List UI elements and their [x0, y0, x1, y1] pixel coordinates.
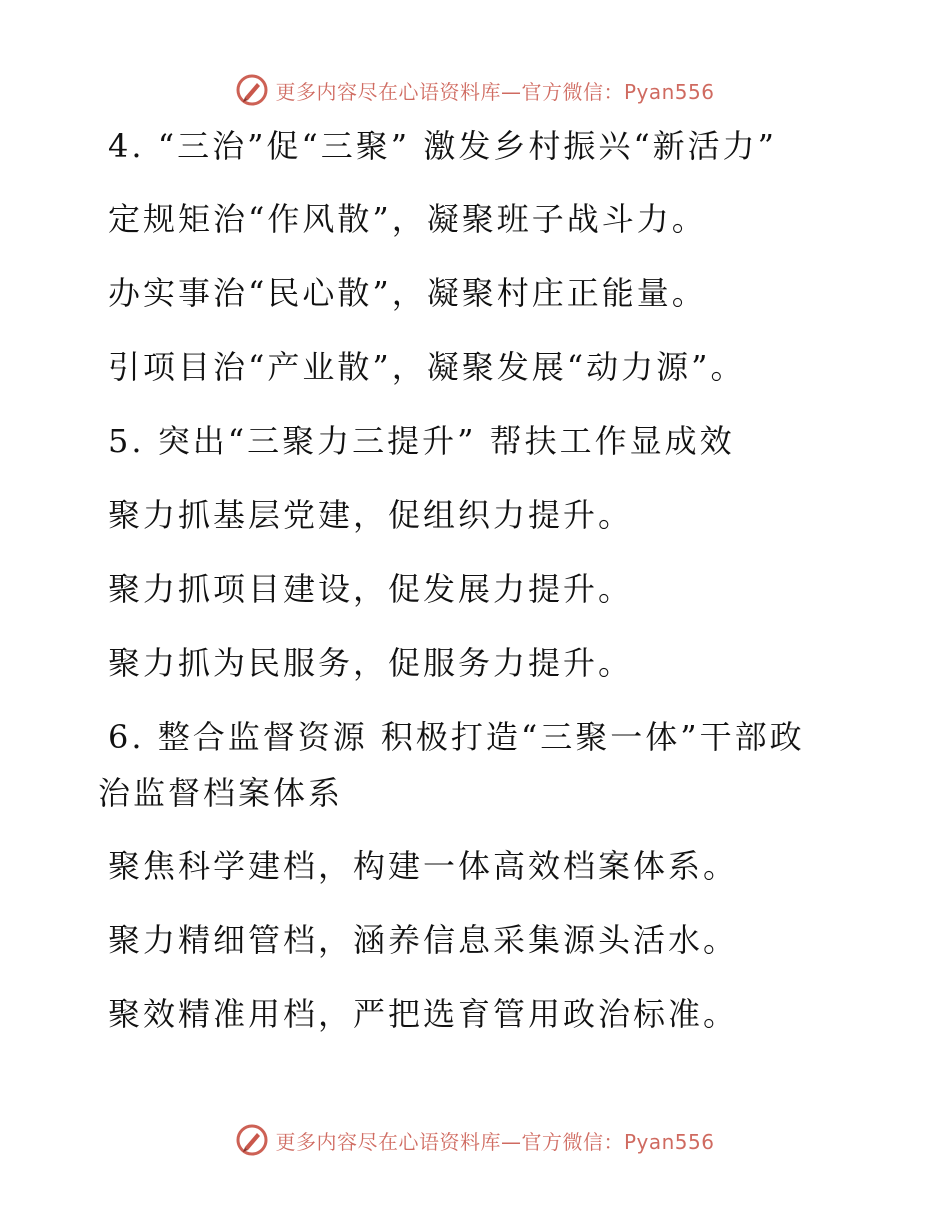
- list-item: 聚力抓基层党建，促组织力提升。: [108, 496, 634, 534]
- section-heading: 6. 整合监督资源 积极打造“三聚一体”干部政治监督档案体系: [98, 718, 805, 812]
- section-heading: 5. 突出“三聚力三提升” 帮扶工作显成效: [108, 422, 735, 460]
- list-item: 聚效精准用档，严把选育管用政治标准。: [108, 995, 739, 1033]
- pen-logo-icon: [235, 1123, 269, 1157]
- watermark-text: 更多内容尽在心语资料库—官方微信：Pyan556: [275, 1129, 715, 1154]
- watermark-text: 更多内容尽在心语资料库—官方微信：Pyan556: [275, 79, 715, 104]
- document-body: [98, 118, 838, 1042]
- section-heading: 4. “三治”促“三聚” 激发乡村振兴“新活力”: [108, 127, 778, 165]
- list-item: 定规矩治“作风散”，凝聚班子战斗力。: [108, 200, 707, 238]
- list-item: 聚力精细管档，涵养信息采集源头活水。: [108, 921, 739, 959]
- list-item: 聚力抓为民服务，促服务力提升。: [108, 644, 634, 682]
- pen-logo-icon: [235, 73, 269, 107]
- list-item: 引项目治“产业散”，凝聚发展“动力源”。: [108, 348, 746, 386]
- watermark-footer: [0, 1120, 950, 1160]
- list-item: 聚焦科学建档，构建一体高效档案体系。: [108, 847, 739, 885]
- list-item: 聚力抓项目建设，促发展力提升。: [108, 570, 634, 608]
- list-item: 办实事治“民心散”，凝聚村庄正能量。: [108, 274, 707, 312]
- watermark-header: [0, 70, 950, 110]
